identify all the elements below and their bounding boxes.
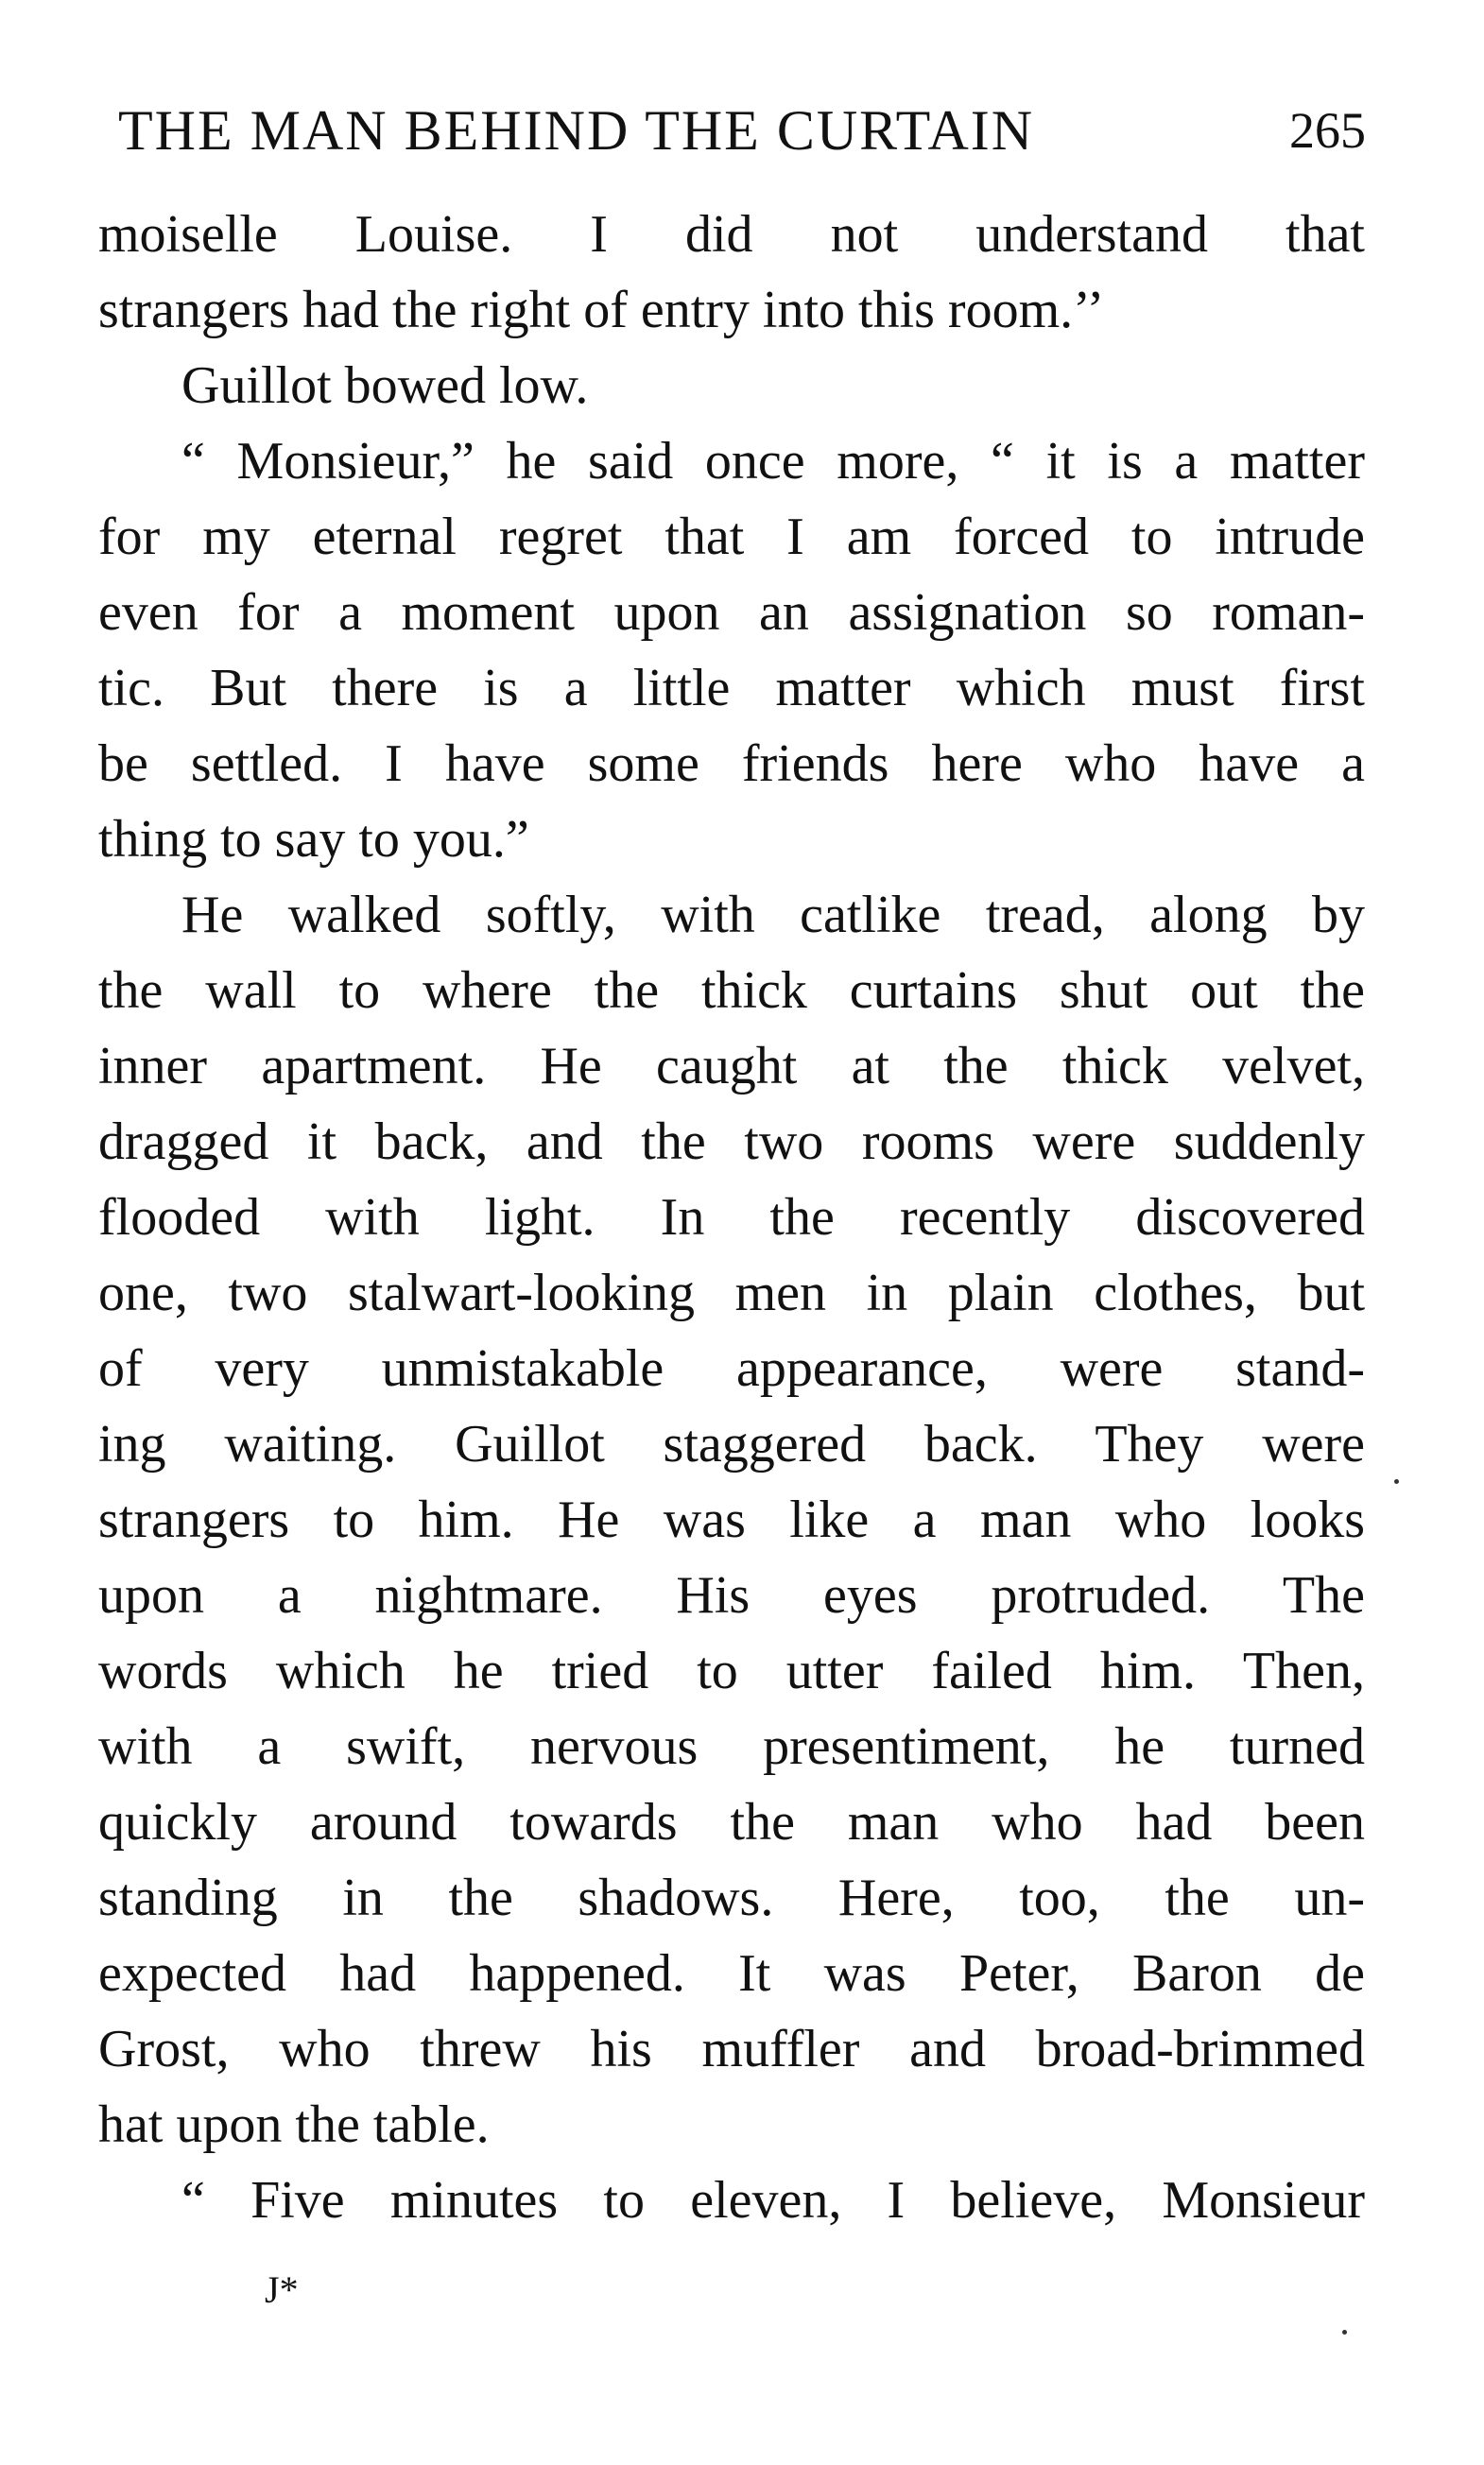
text-line: “ Five minutes to eleven, I believe, Monsieur [181, 2171, 1365, 2230]
text-line: strangers to him. He was like a man who looks [98, 1491, 1365, 1549]
text-line: flooded with light. In the recently discovered [98, 1188, 1365, 1247]
running-title: THE MAN BEHIND THE CURTAIN [118, 99, 1035, 162]
text-line: strangers had the right of entry into this room.’’ [98, 281, 1105, 339]
text-line: tic. But there is a little matter which must first [98, 659, 1365, 717]
text-line: He walked softly, with catlike tread, along by [181, 886, 1365, 944]
text-line: inner apartment. He caught at the thick velvet, [98, 1037, 1365, 1095]
body-text [98, 197, 1365, 2238]
text-line: upon a nightmare. His eyes protruded. The [98, 1566, 1365, 1625]
text-line: of very unmistakable appearance, were stand- [98, 1339, 1365, 1398]
text-line: thing to say to you.” [98, 810, 529, 869]
paper-speck [1394, 1479, 1399, 1484]
text-line: expected had happened. It was Peter, Baron de [98, 1944, 1365, 2003]
text-line: even for a moment upon an assignation so roman- [98, 583, 1365, 642]
text-line: ing waiting. Guillot staggered back. They were [98, 1415, 1365, 1474]
text-line: for my eternal regret that I am forced to intrude [98, 508, 1365, 566]
running-head [118, 93, 1366, 168]
paper-speck [1342, 2330, 1347, 2335]
text-line: the wall to where the thick curtains shut out the [98, 961, 1365, 1020]
text-line: Grost, who threw his muffler and broad-brimmed [98, 2020, 1365, 2078]
text-line: quickly around towards the man who had been [98, 1793, 1365, 1852]
text-line: standing in the shadows. Here, too, the un- [98, 1869, 1365, 1927]
text-line: Guillot bowed low. [181, 356, 589, 415]
printer-signature-mark: J* [265, 2268, 299, 2311]
page-number: 265 [1289, 102, 1366, 159]
text-line: words which he tried to utter failed him. Then, [98, 1642, 1365, 1700]
text-line: “ Monsieur,” he said once more, “ it is a matter [181, 432, 1365, 491]
text-line: hat upon the table. [98, 2095, 490, 2154]
text-line: moiselle Louise. I did not understand that [98, 205, 1365, 264]
text-line: dragged it back, and the two rooms were suddenly [98, 1112, 1365, 1171]
text-line: be settled. I have some friends here who have a [98, 734, 1365, 793]
text-line: one, two stalwart-looking men in plain clothes, but [98, 1264, 1365, 1322]
text-line: with a swift, nervous presentiment, he turned [98, 1717, 1365, 1776]
